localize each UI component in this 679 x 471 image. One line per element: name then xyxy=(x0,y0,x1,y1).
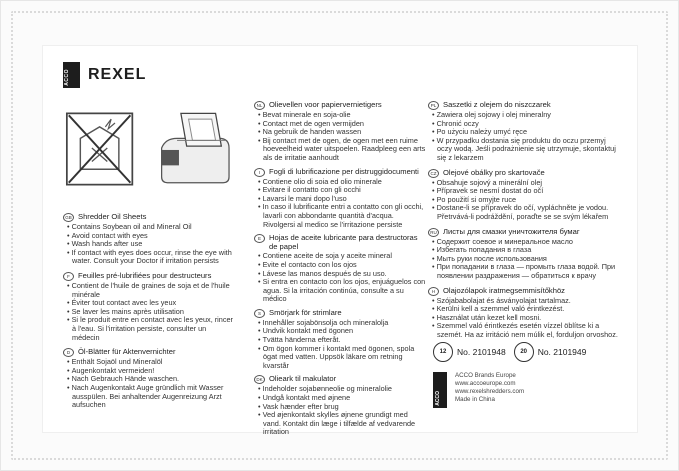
text-line: • Contiene aceite de soja y aceite mineral xyxy=(254,252,426,261)
text-line: • Evite el contacto con los ojos xyxy=(254,261,426,270)
section-heading: D Öl-Blätter für Aktenvernichter xyxy=(63,348,235,357)
product-number-text: No. 2101949 xyxy=(537,347,587,357)
text-line: • Contient de l'huile de graines de soja et de l'huile minérale xyxy=(63,282,235,299)
language-badge: CZ xyxy=(428,169,439,178)
text-line: • Wash hands after use xyxy=(63,240,235,249)
language-badge: PL xyxy=(428,101,439,110)
section-dk xyxy=(254,375,426,437)
section-e xyxy=(254,234,426,304)
text-line: • Augenkontakt vermeiden! xyxy=(63,367,235,376)
section-heading: S Smörjark för strimlare xyxy=(254,309,426,318)
address-line: Made in China xyxy=(455,396,495,403)
section-d xyxy=(63,348,235,410)
text-line: • Zawiera olej sojowy i olej mineralny xyxy=(428,111,618,120)
sheet-count-circle-icon: 20 xyxy=(514,342,534,362)
text-line: • Po użyciu należy umyć ręce xyxy=(428,128,618,137)
section-heading: DK Olieark til makulator xyxy=(254,375,426,384)
text-line: • Bij contact met de ogen, de ogen met een ruime hoeveelheid water uitspoelen. Raadpleeg een arts als de irritatie aanhoudt xyxy=(254,137,426,163)
text-line: • Ved øjenkontakt skylles øjnene grundigt med vand. Kontakt din læge i tilfælde af vedvarende irritation xyxy=(254,411,426,437)
text-line: • Dostane-li se přípravek do očí, vypláchněte je vodou. Přetrvává-li podráždění, poraďte se se svým lékařem xyxy=(428,204,618,221)
language-badge: F xyxy=(63,272,74,281)
section-heading: CZ Olejové obálky pro skartovače xyxy=(428,169,618,178)
section-ru xyxy=(428,228,618,281)
text-line: • Contiene olio di soia ed olio minerale xyxy=(254,178,426,187)
section-heading: I Fogli di lubrificazione per distruggidocumenti xyxy=(254,168,426,177)
section-gb xyxy=(63,213,235,266)
column-3 xyxy=(428,101,618,345)
language-badge: NL xyxy=(254,101,265,110)
address-line: ACCO Brands Europe xyxy=(455,372,516,379)
text-line: • Tvätta händerna efteråt. xyxy=(254,336,426,345)
text-line: • Contact met de ogen vermijden xyxy=(254,120,426,129)
text-line: • Přípravek se nesmí dostat do očí xyxy=(428,187,618,196)
address-line: www.rexelshredders.com xyxy=(455,388,525,395)
text-line: • Szójababolajat és ásványolajat tartalmaz. xyxy=(428,297,618,306)
language-badge: RU xyxy=(428,228,439,237)
text-line: • Indeholder sojabønneolie og mineralolie xyxy=(254,385,426,394)
manufacturer-address xyxy=(455,372,524,408)
section-heading: RU Листы для смазки уничтожителя бумаг xyxy=(428,228,618,237)
product-number-text: No. 2101948 xyxy=(457,347,506,357)
text-line: • Lavarsi le mani dopo l'uso xyxy=(254,195,426,204)
section-i xyxy=(254,168,426,230)
text-line: • Si entra en contacto con los ojos, enjuáguelos con agua. Si la irritación continúa, consulte a su médico xyxy=(254,278,426,304)
section-heading: PL Saszetki z olejem do niszczarek xyxy=(428,101,618,110)
text-line: • Kerülni kell a szemmel való érintkezést. xyxy=(428,305,618,314)
address-line: www.accoeurope.com xyxy=(455,380,516,387)
section-f xyxy=(63,272,235,342)
language-badge: GB xyxy=(63,213,74,222)
text-line: • Bevat minerale en soja-olie xyxy=(254,111,426,120)
section-heading: H Olajozólapok iratmegsemmisítőkhöz xyxy=(428,287,618,296)
text-line: • Undvik kontakt med ögonen xyxy=(254,327,426,336)
text-line: • Nach Gebrauch Hände waschen. xyxy=(63,375,235,384)
section-cz xyxy=(428,169,618,222)
language-badge: DK xyxy=(254,375,265,384)
shredder-feed-icon xyxy=(152,108,235,190)
text-line: • Chronić oczy xyxy=(428,120,618,129)
brand-logo xyxy=(63,62,146,88)
sheet-count-circle-icon: 12 xyxy=(433,342,453,362)
product-numbers xyxy=(433,342,586,362)
text-line: • Innehåller sojabönsolja och mineralolja xyxy=(254,319,426,328)
product-number-20 xyxy=(514,342,587,362)
section-heading: F Feuilles pré-lubrifiées pour destructeurs xyxy=(63,272,235,281)
text-line: • Se laver les mains après utilisation xyxy=(63,308,235,317)
text-line: • Obsahuje sojový a minerální olej xyxy=(428,179,618,188)
text-line: • Szemmel való érintkezés esetén vízzel öblítse ki a szemét. Ha az irritáció nem múlik el, forduljon orvoshoz. xyxy=(428,322,618,339)
text-line: • Evitare il contatto con gli occhi xyxy=(254,186,426,195)
text-line: • W przypadku dostania się produktu do oczu przemyj oczy wodą. Jeśli podrażnienie się utrzymuje, skontaktuj się z lekarzem xyxy=(428,137,618,163)
rexel-wordmark: REXEL xyxy=(88,66,147,83)
text-line: • Nach Augenkontakt Auge gründlich mit Wasser ausspülen. Bei anhaltender Augenreizung Arzt aufsuchen xyxy=(63,384,235,410)
text-line: • Om ögon kommer i kontakt med ögonen, spola ögat med vatten. Uppsök läkare om retning kvarstår xyxy=(254,345,426,371)
pictograms xyxy=(63,101,235,197)
section-h xyxy=(428,287,618,340)
acco-logo-block: ACCO xyxy=(63,62,80,88)
acco-brands-logo: ACCO xyxy=(433,372,447,408)
language-badge: S xyxy=(254,309,265,318)
section-heading: E Hojas de aceite lubricante para destructoras de papel xyxy=(254,234,426,251)
text-line: • Éviter tout contact avec les yeux xyxy=(63,299,235,308)
section-pl xyxy=(428,101,618,163)
text-line: • Избегать попадания в глаза xyxy=(428,246,618,255)
text-line: • If contact with eyes does occur, rinse the eye with water. Consult your Doctor if irritation persists xyxy=(63,249,235,266)
text-line: • Contains Soybean oil and Mineral Oil xyxy=(63,223,235,232)
product-number-12 xyxy=(433,342,506,362)
section-heading: GB Shredder Oil Sheets xyxy=(63,213,235,222)
text-line: • Enthält Sojaöl und Mineralöl xyxy=(63,358,235,367)
text-line: • Avoid contact with eyes xyxy=(63,232,235,241)
text-line: • Мыть руки после использования xyxy=(428,255,618,264)
language-badge: I xyxy=(254,168,265,177)
section-nl xyxy=(254,101,426,163)
language-badge: E xyxy=(254,234,265,243)
text-line: • Lávese las manos después de su uso. xyxy=(254,270,426,279)
text-line: • Na gebruik de handen wassen xyxy=(254,128,426,137)
language-badge: H xyxy=(428,287,439,296)
section-s xyxy=(254,309,426,371)
column-1 xyxy=(63,101,235,416)
text-line: • При попадании в глаза — промыть глаза водой. При появлении раздражения — обратиться к врачу xyxy=(428,263,618,280)
column-2 xyxy=(254,101,426,442)
text-line: • Si le produit entre en contact avec les yeux, rincer à l'eau. Si l'irritation persiste, consulter un médecin xyxy=(63,316,235,342)
text-line: • In caso il lubrificante entri a contatto con gli occhi, lavarli con abbondante quantità d'acqua. Rivolgersi al medico se l'irritazione persiste xyxy=(254,203,426,229)
language-badge: D xyxy=(63,348,74,357)
text-line: • Undgå kontakt med øjnene xyxy=(254,394,426,403)
section-heading: NL Olievellen voor papiervernietigers xyxy=(254,101,426,110)
manufacturer-footer xyxy=(433,372,524,408)
text-line: • Vask hænder efter brug xyxy=(254,403,426,412)
no-fold-warning-icon xyxy=(63,108,136,190)
text-line: • Használat után kezet kell mosni. xyxy=(428,314,618,323)
text-line: • Содержит соевое и минеральное масло xyxy=(428,238,618,247)
text-line: • Po použití si omyjte ruce xyxy=(428,196,618,205)
